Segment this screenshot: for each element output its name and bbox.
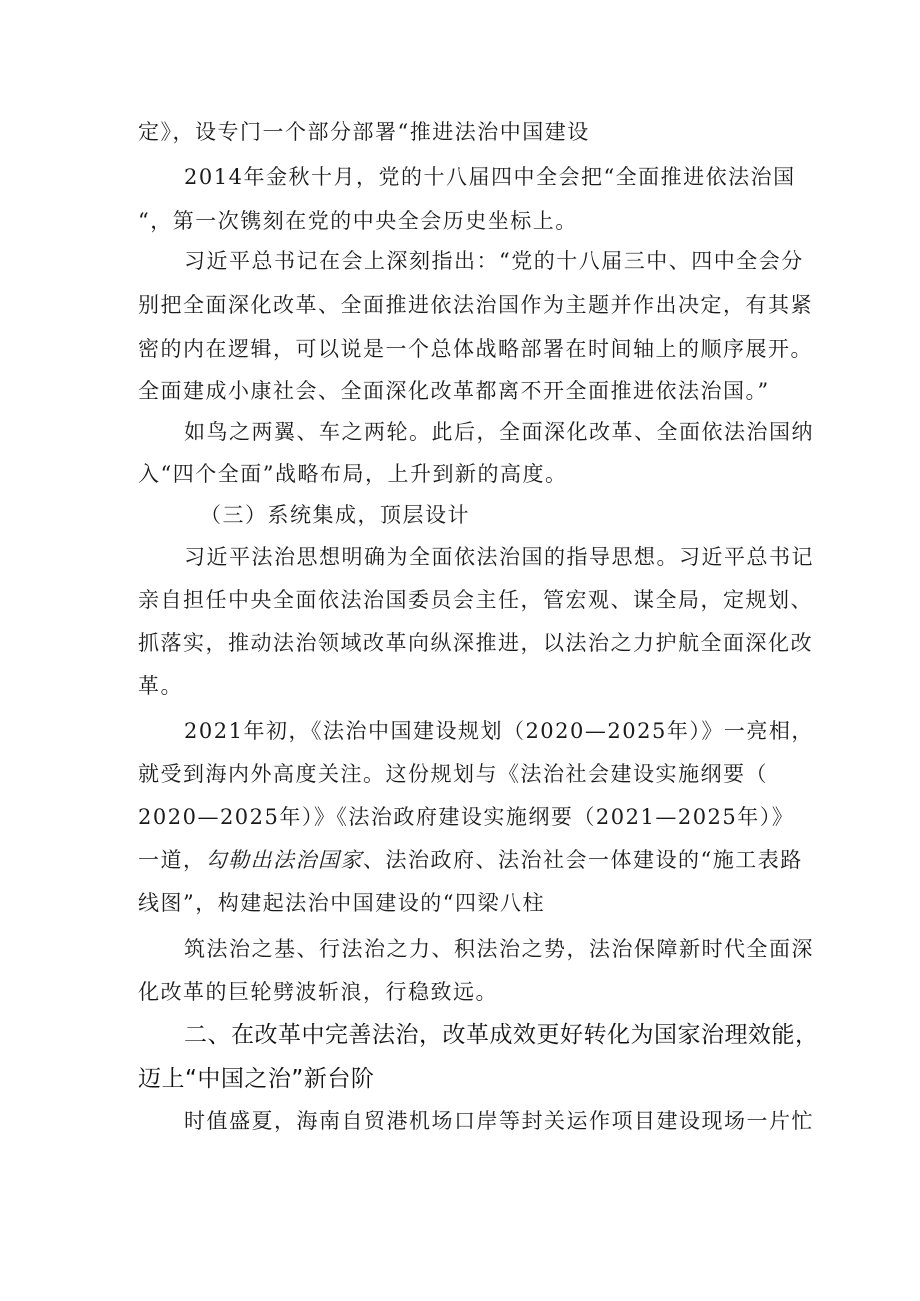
paragraph-line: 2014年金秋十月，党的十八届四中全会把“全面推进依法治国 <box>184 165 796 189</box>
paragraph-line <box>138 845 803 875</box>
paragraph-line: 化改革的巨轮劈波斩浪，行稳致远。 <box>138 980 498 1004</box>
paragraph-line: 线图”，构建起法治中国建设的“四梁八柱 <box>138 891 545 915</box>
paragraph-line: 就受到海内外高度关注。这份规划与《法治社会建设实施纲要（ <box>138 762 768 786</box>
paragraph-line: 2020—2025年）》《法治政府建设实施纲要（2021—2025年）》 <box>138 805 795 829</box>
paragraph-line: 习近平法治思想明确为全面依法治国的指导思想。习近平总书记 <box>184 545 814 569</box>
paragraph-line: 密的内在逻辑，可以说是一个总体战略部署在时间轴上的顺序展开。 <box>138 337 813 361</box>
line-segment: 、法治政府、法治社会一体建设的“施工表路 <box>363 848 803 872</box>
paragraph-line: 革。 <box>138 674 183 698</box>
paragraph-line: 筑法治之基、行法治之力、积法治之势，法治保障新时代全面深 <box>184 937 814 961</box>
paragraph-line: 2021年初，《法治中国建设规划（2020—2025年）》一亮相， <box>184 719 814 743</box>
paragraph-line: 习近平总书记在会上深刻指出：“党的十八届三中、四中全会分 <box>184 249 804 273</box>
paragraph-line: 时值盛夏，海南自贸港机场口岸等封关运作项目建设现场一片忙 <box>184 1109 814 1133</box>
paragraph-line: 亲自担任中央全面依法治国委员会主任，管宏观、谋全局，定规划、 <box>138 588 813 612</box>
paragraph-line: 全面建成小康社会、全面深化改革都离不开全面推进依法治国。” <box>138 379 770 403</box>
paragraph-line: 入“四个全面”战略布局，上升到新的高度。 <box>138 462 568 486</box>
paragraph-line: 别把全面深化改革、全面推进依法治国作为主题并作出决定，有其紧 <box>138 293 813 317</box>
line-segment-italic: 勾勒出法治国家 <box>205 848 363 872</box>
line-segment: 一道， <box>138 848 206 872</box>
section-heading: 二、在改革中完善法治，改革成效更好转化为国家治理效能， <box>184 1022 819 1048</box>
paragraph-line: 抓落实，推动法治领域改革向纵深推进，以法治之力护航全面深化改 <box>138 631 813 655</box>
section-heading-continued: 迈上“中国之治”新台阶 <box>138 1066 375 1092</box>
paragraph-line: 如鸟之两翼、车之两轮。此后，全面深化改革、全面依法治国纳 <box>184 420 814 444</box>
paragraph-line: 定》，设专门一个部分部署“推进法治中国建设 <box>138 120 590 144</box>
paragraph-line: “，第一次镌刻在党的中央全会历史坐标上。 <box>138 209 578 233</box>
section-subheading: （三）系统集成，顶层设计 <box>200 503 470 527</box>
